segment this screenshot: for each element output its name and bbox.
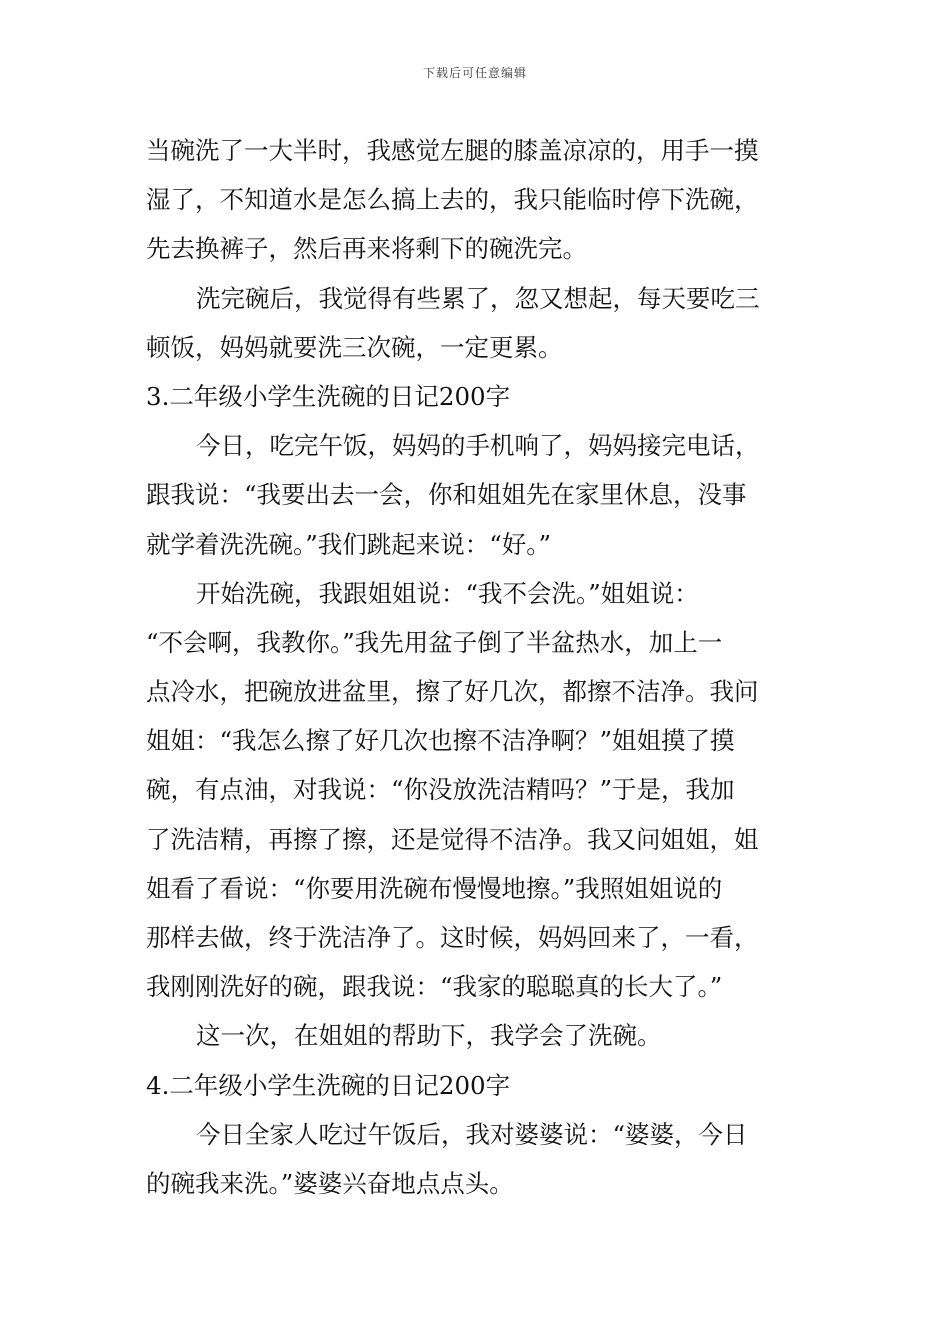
text-line: 姐看了看说：“你要用洗碗布慢慢地擦。”我照姐姐说的 — [146, 873, 723, 903]
text-line: 姐姐：“我怎么擦了好几次也擦不洁净啊？”姐姐摸了摸 — [146, 726, 735, 756]
paragraph-first-line: 今日全家人吃过午饭后，我对婆婆说：“婆婆，今日 — [196, 1119, 748, 1149]
paragraph-first-line: 这一次，在姐姐的帮助下，我学会了洗碗。 — [196, 1021, 662, 1051]
text-line: 顿饭，妈妈就要洗三次碗，一定更累。 — [146, 332, 563, 362]
section-heading: 3.二年级小学生洗碗的日记200字 — [146, 381, 511, 411]
paragraph-first-line: 洗完碗后，我觉得有些累了，忽又想起，每天要吃三 — [196, 283, 760, 313]
text-line: 跟我说：“我要出去一会，你和姐姐先在家里休息，没事 — [146, 480, 747, 510]
text-line: 就学着洗洗碗。”我们跳起来说：“好。” — [146, 529, 552, 559]
text-line: 的碗我来洗。”婆婆兴奋地点点头。 — [146, 1168, 514, 1198]
text-line: “不会啊，我教你。”我先用盆子倒了半盆热水，加上一 — [146, 627, 723, 657]
section-heading: 4.二年级小学生洗碗的日记200字 — [146, 1070, 511, 1100]
text-line: 湿了，不知道水是怎么搞上去的，我只能临时停下洗碗， — [146, 185, 759, 215]
text-line: 我刚刚洗好的碗，跟我说：“我家的聪聪真的长大了。” — [146, 972, 723, 1002]
text-line: 点冷水，把碗放进盆里，擦了好几次，都擦不洁净。我问 — [146, 677, 759, 707]
paragraph-first-line: 开始洗碗，我跟姐姐说：“我不会洗。”姐姐说： — [196, 578, 699, 608]
text-line: 了洗洁精，再擦了擦，还是觉得不洁净。我又问姐姐，姐 — [146, 824, 759, 854]
text-line: 那样去做，终于洗洁净了。这时候，妈妈回来了，一看， — [146, 923, 759, 952]
page-header: 下载后可任意编辑 — [422, 66, 527, 80]
document-body — [146, 126, 810, 1208]
text-line: 当碗洗了一大半时，我感觉左腿的膝盖凉凉的，用手一摸 — [146, 136, 759, 165]
text-line: 碗，有点油，对我说：“你没放洗洁精吗？”于是，我加 — [146, 775, 735, 805]
paragraph-first-line: 今日，吃完午饭，妈妈的手机响了，妈妈接完电话， — [196, 431, 760, 461]
text-line: 先去换裤子，然后再来将剩下的碗洗完。 — [146, 234, 587, 264]
